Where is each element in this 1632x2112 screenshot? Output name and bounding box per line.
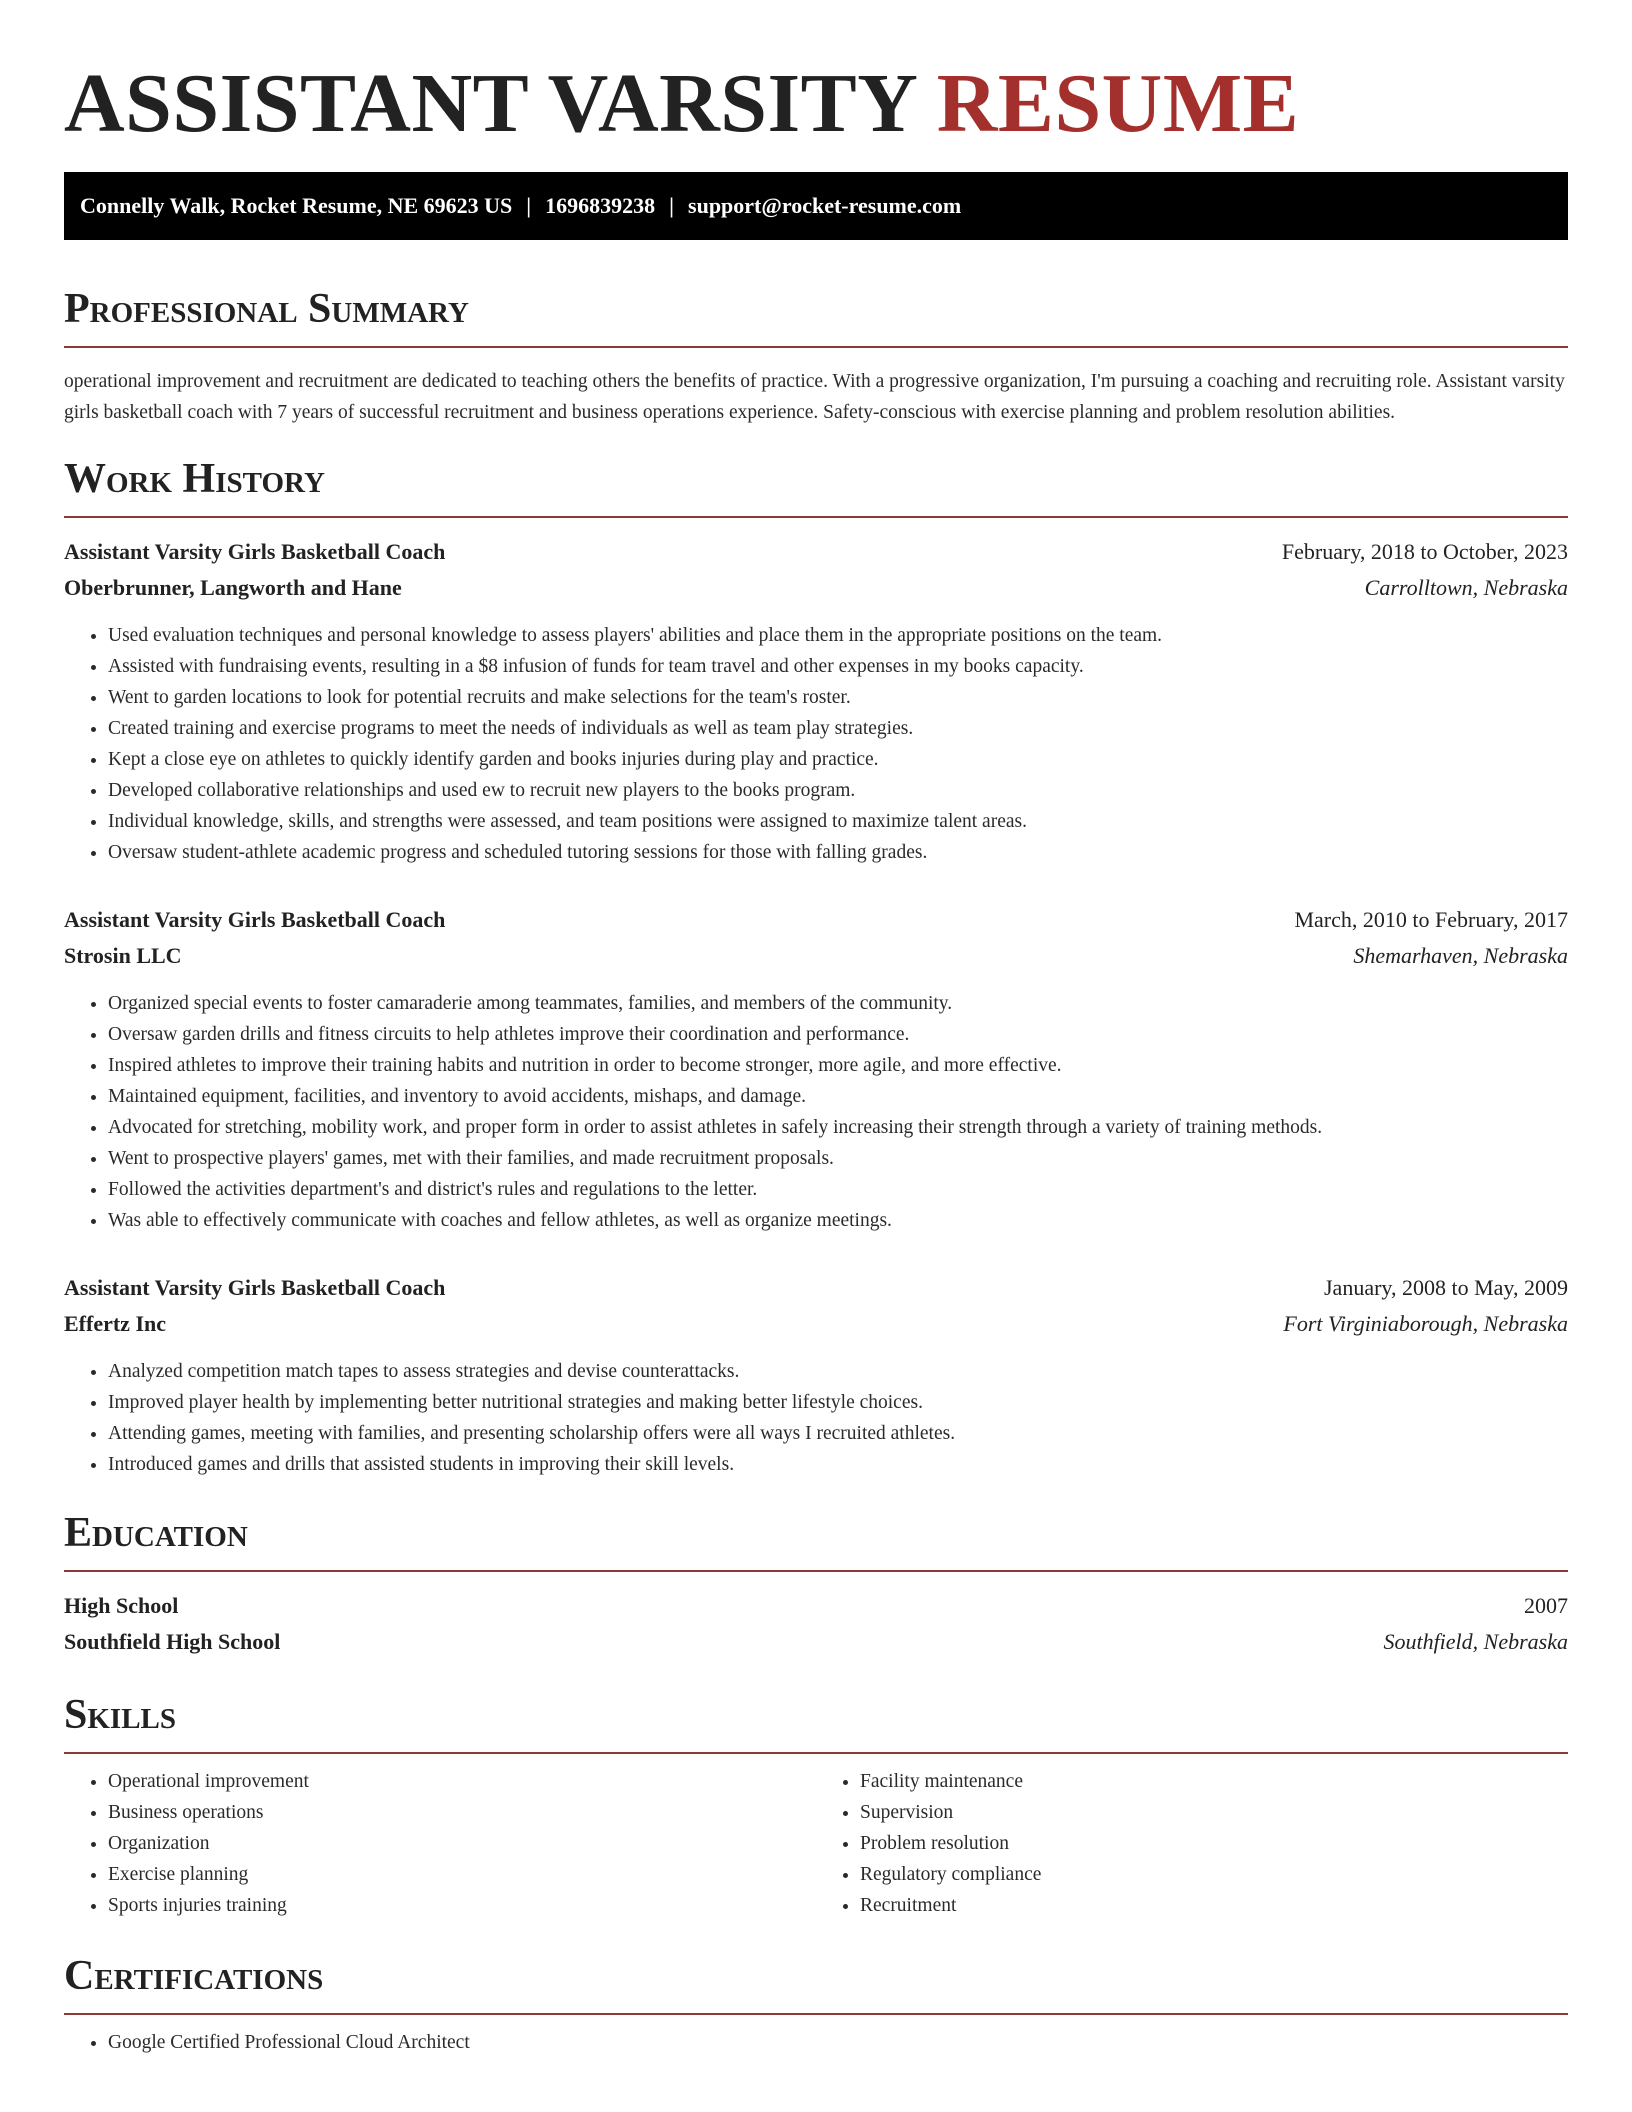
resume-title	[64, 0, 1568, 150]
job-bullets	[64, 988, 1568, 1236]
work-history-section	[64, 454, 1568, 1480]
list-item: • Facility maintenance	[860, 1766, 1568, 1797]
list-item: • Operational improvement	[108, 1766, 816, 1797]
list-item: • Exercise planning	[108, 1859, 816, 1890]
education-section	[64, 1508, 1568, 1660]
job-header-row	[64, 1270, 1568, 1306]
list-item: • Organized special events to foster camaraderie among teammates, families, and members of the community.	[108, 988, 1568, 1019]
contact-email: support@rocket-resume.com	[688, 193, 962, 218]
list-item: • Maintained equipment, facilities, and inventory to avoid accidents, mishaps, and damage.	[108, 1081, 1568, 1112]
list-item: • Supervision	[860, 1797, 1568, 1828]
skills-section	[64, 1690, 1568, 1921]
job-dates: February, 2018 to October, 2023	[1281, 539, 1568, 564]
contact-separator: |	[526, 193, 532, 218]
list-item: • Used evaluation techniques and personal knowledge to assess players' abilities and place them in the appropriate positions on the team.	[108, 620, 1568, 651]
section-divider	[64, 1752, 1568, 1754]
list-item: • Introduced games and drills that assisted students in improving their skill levels.	[108, 1449, 1568, 1480]
list-item: • Oversaw garden drills and fitness circuits to help athletes improve their coordination and performance.	[108, 1019, 1568, 1050]
job-title: Assistant Varsity Girls Basketball Coach	[64, 1275, 446, 1300]
list-item: • Business operations	[108, 1797, 816, 1828]
job-dates: January, 2008 to May, 2009	[1324, 1275, 1568, 1300]
list-item: • Organization	[108, 1828, 816, 1859]
list-item: • Was able to effectively communicate with coaches and fellow athletes, as well as organize meetings.	[108, 1205, 1568, 1236]
list-item: • Analyzed competition match tapes to assess strategies and devise counterattacks.	[108, 1356, 1568, 1387]
job-company: Effertz Inc	[64, 1311, 167, 1336]
education-entry	[64, 1588, 1568, 1660]
job-entry	[64, 902, 1568, 1236]
title-main: ASSISTANT VARSITY	[64, 57, 916, 150]
job-company-row	[64, 570, 1568, 606]
certifications-heading: Certifications	[64, 1953, 324, 1999]
list-item: • Oversaw student-athlete academic progress and scheduled tutoring sessions for those with falling grades.	[108, 837, 1568, 868]
section-divider	[64, 346, 1568, 348]
education-heading: Education	[64, 1510, 248, 1556]
contact-separator: |	[669, 193, 675, 218]
skills-grid	[64, 1766, 1568, 1921]
job-location: Shemarhaven, Nebraska	[1353, 943, 1568, 968]
education-location: Southfield, Nebraska	[1383, 1629, 1568, 1654]
job-bullets	[64, 1356, 1568, 1480]
title-accent: RESUME	[936, 57, 1300, 150]
contact-bar	[64, 172, 1568, 240]
list-item: • Recruitment	[860, 1890, 1568, 1921]
list-item: • Advocated for stretching, mobility work, and proper form in order to assist athletes in safely increasing their strength through a variety of training methods.	[108, 1112, 1568, 1143]
education-year: 2007	[1524, 1593, 1568, 1618]
education-degree: High School	[64, 1593, 179, 1618]
section-divider	[64, 1570, 1568, 1572]
job-title: Assistant Varsity Girls Basketball Coach	[64, 907, 446, 932]
work-history-heading: Work History	[64, 456, 325, 502]
list-item: • Assisted with fundraising events, resulting in a $8 infusion of funds for team travel and other expenses in my books capacity.	[108, 651, 1568, 682]
job-company-row	[64, 1306, 1568, 1342]
job-location: Fort Virginiaborough, Nebraska	[1283, 1311, 1568, 1336]
list-item: • Improved player health by implementing better nutritional strategies and making better lifestyle choices.	[108, 1387, 1568, 1418]
list-item: • Google Certified Professional Cloud Architect	[108, 2027, 1568, 2058]
job-dates: March, 2010 to February, 2017	[1294, 907, 1568, 932]
skills-column	[64, 1766, 816, 1921]
job-title: Assistant Varsity Girls Basketball Coach	[64, 539, 446, 564]
summary-heading: Professional Summary	[64, 286, 469, 332]
section-divider	[64, 2013, 1568, 2015]
job-entry	[64, 534, 1568, 868]
list-item: • Individual knowledge, skills, and strengths were assessed, and team positions were assigned to maximize talent areas.	[108, 806, 1568, 837]
contact-address: Connelly Walk, Rocket Resume, NE 69623 US	[80, 193, 513, 218]
list-item: • Created training and exercise programs to meet the needs of individuals as well as team play strategies.	[108, 713, 1568, 744]
job-header-row	[64, 534, 1568, 570]
list-item: • Attending games, meeting with families, and presenting scholarship offers were all ways I recruited athletes.	[108, 1418, 1568, 1449]
job-location: Carrolltown, Nebraska	[1364, 575, 1568, 600]
education-school: Southfield High School	[64, 1629, 281, 1654]
list-item: • Developed collaborative relationships and used ew to recruit new players to the books program.	[108, 775, 1568, 806]
job-header-row	[64, 902, 1568, 938]
job-company: Strosin LLC	[64, 943, 182, 968]
job-company-row	[64, 938, 1568, 974]
summary-section	[64, 284, 1568, 428]
list-item: • Went to garden locations to look for potential recruits and make selections for the team's roster.	[108, 682, 1568, 713]
certifications-list	[64, 2027, 1568, 2058]
education-row	[64, 1588, 1568, 1624]
summary-text: operational improvement and recruitment are dedicated to teaching others the benefits of practice. With a progressive organization, I'm pursuing a coaching and recruiting role. Assistant varsity girls basketball coach with 7 years of successful recruitment and business operations experience. Safety-conscious with exercise planning and problem resolution abilities.	[64, 371, 1565, 423]
list-item: • Sports injuries training	[108, 1890, 816, 1921]
certifications-section	[64, 1951, 1568, 2058]
skills-heading: Skills	[64, 1692, 177, 1738]
list-item: • Kept a close eye on athletes to quickly identify garden and books injuries during play and practice.	[108, 744, 1568, 775]
contact-phone: 1696839238	[545, 193, 656, 218]
list-item: • Inspired athletes to improve their training habits and nutrition in order to become stronger, more agile, and more effective.	[108, 1050, 1568, 1081]
list-item: • Regulatory compliance	[860, 1859, 1568, 1890]
job-company: Oberbrunner, Langworth and Hane	[64, 575, 402, 600]
job-entry	[64, 1270, 1568, 1480]
list-item: • Followed the activities department's and district's rules and regulations to the letter.	[108, 1174, 1568, 1205]
job-bullets	[64, 620, 1568, 868]
section-divider	[64, 516, 1568, 518]
skills-column	[816, 1766, 1568, 1921]
list-item: • Problem resolution	[860, 1828, 1568, 1859]
education-row	[64, 1624, 1568, 1660]
list-item: • Went to prospective players' games, met with their families, and made recruitment proposals.	[108, 1143, 1568, 1174]
